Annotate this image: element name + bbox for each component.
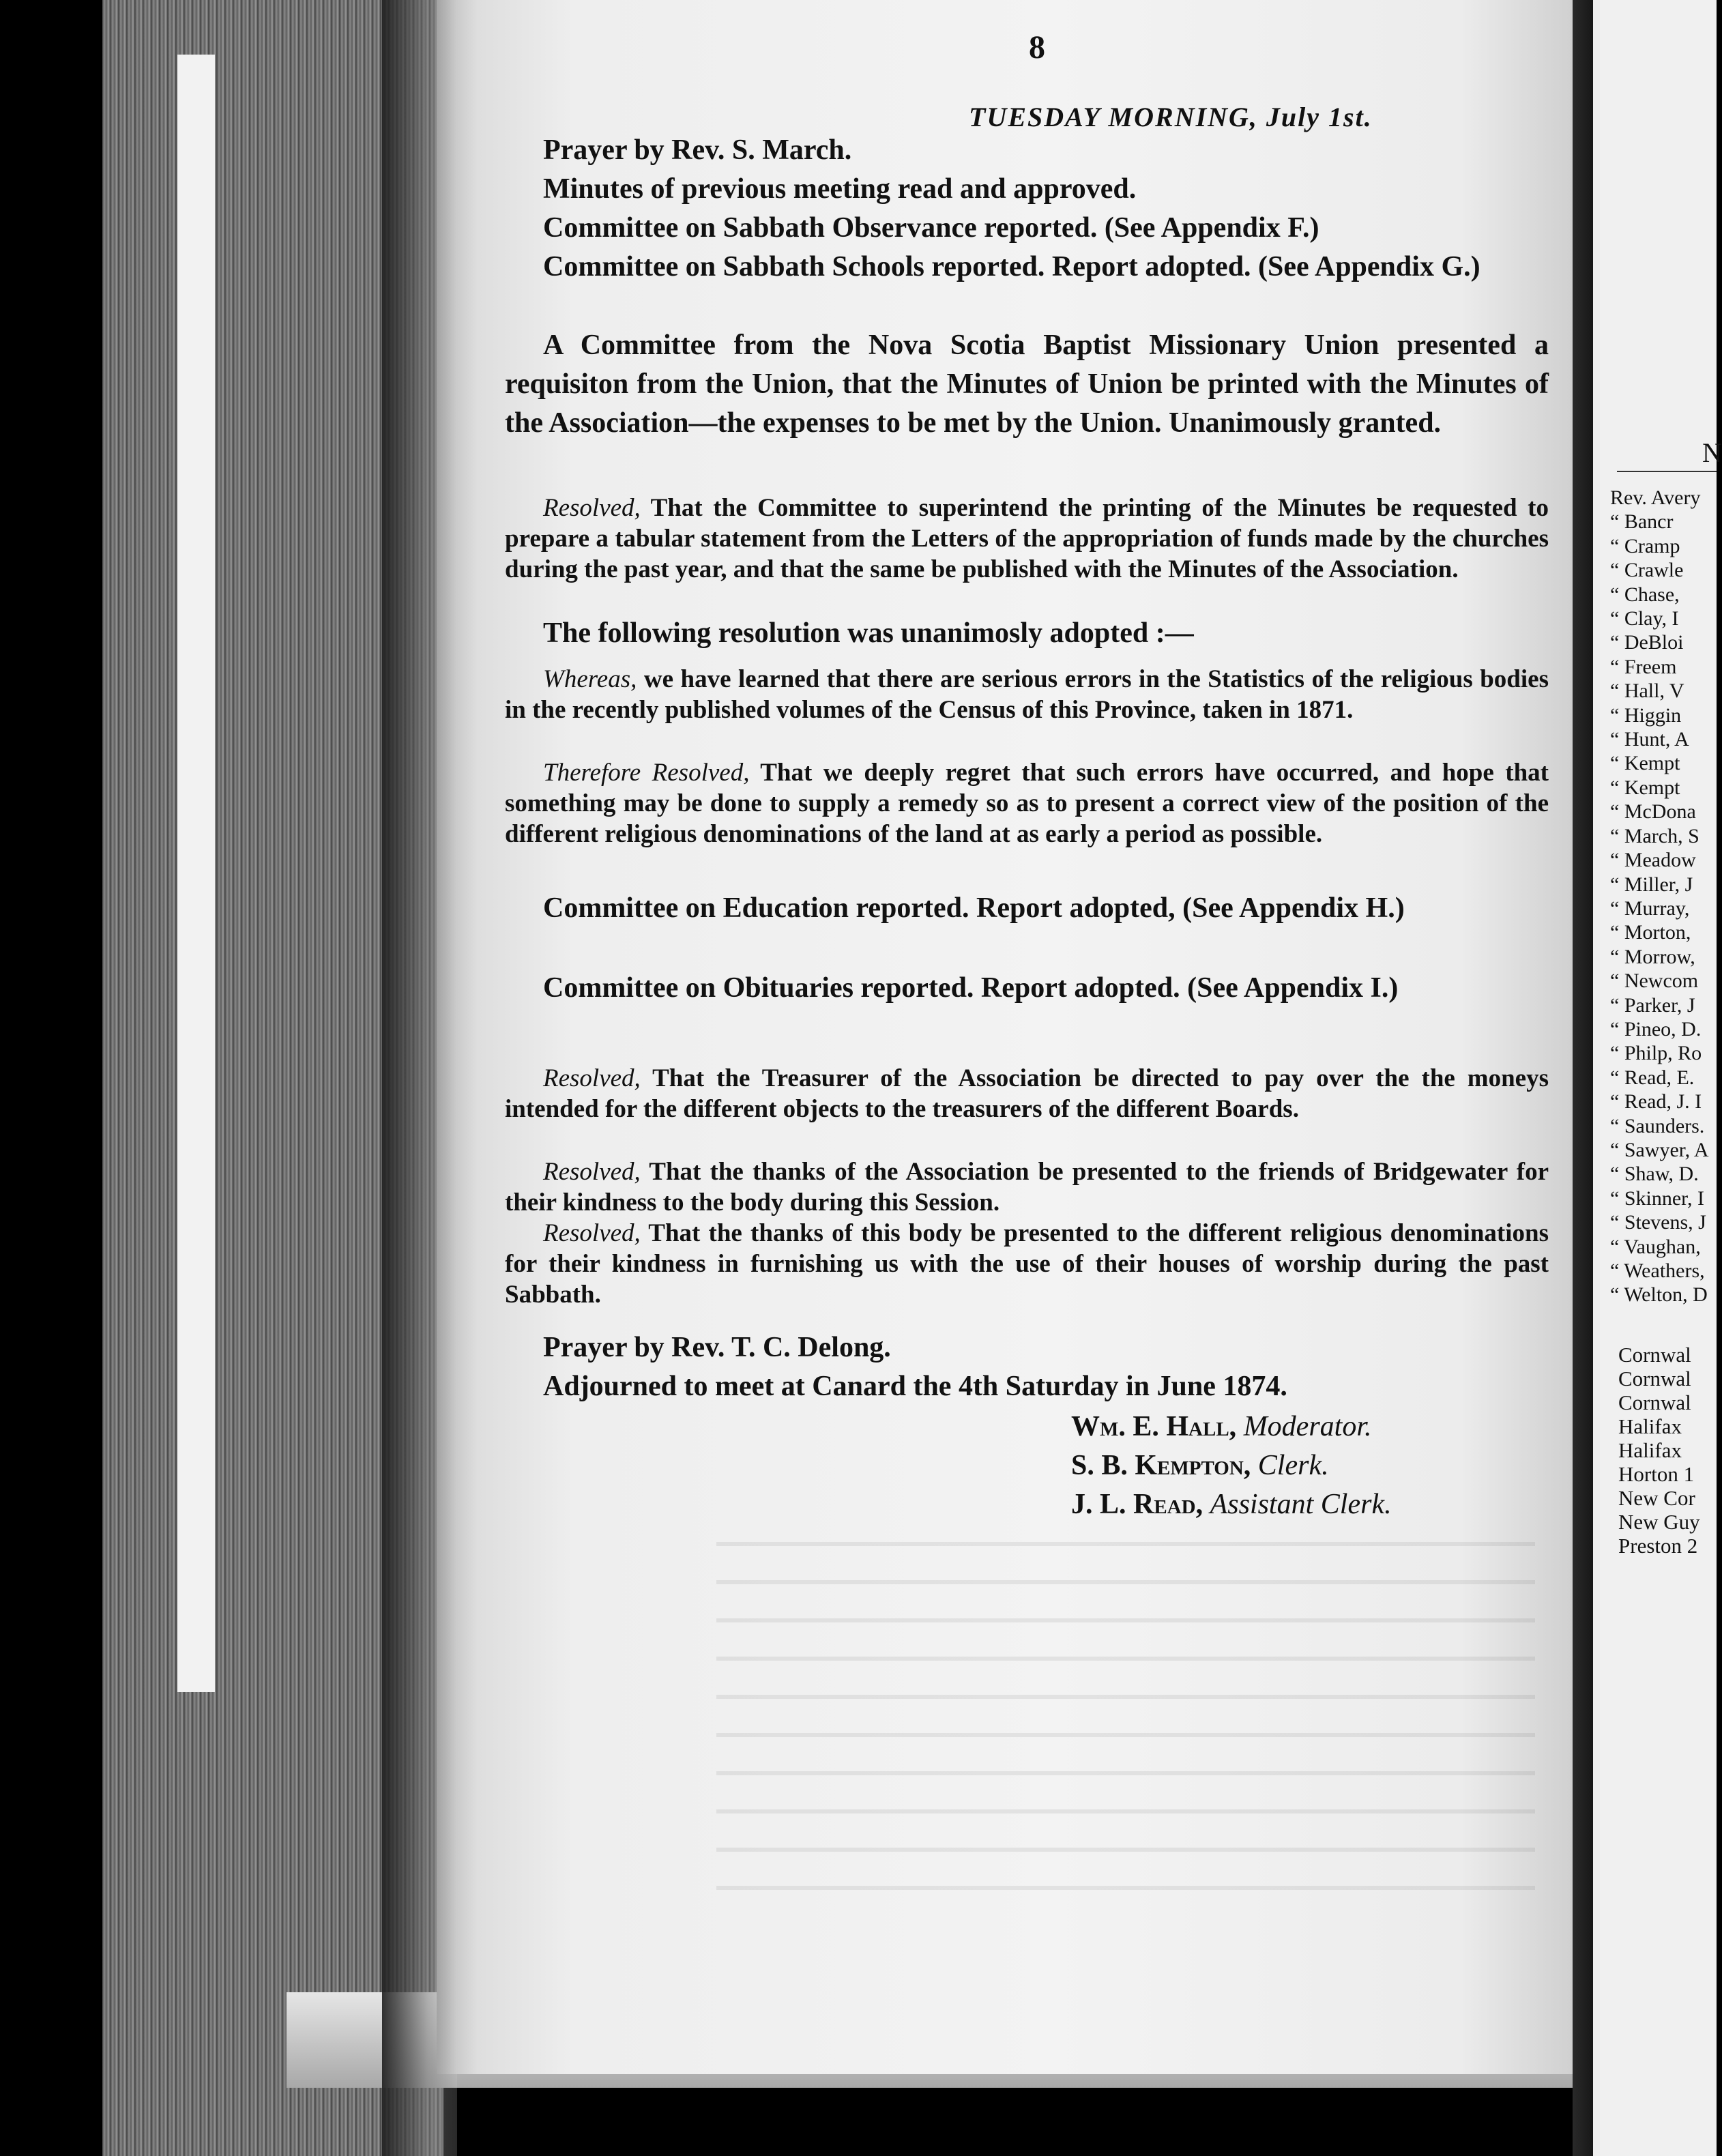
resolved-text: That the Committee to superintend the printing of the Minutes be requested to prepare a tabular statement from the Letters of the appropriation of funds made by the churches during the past year, and that the same be published with the Minutes of the Association. [505,494,1549,583]
signature-moderator [1071,1410,1372,1443]
therefore-lead: Therefore Resolved, [543,759,750,787]
list-item: “ Meadow [1610,849,1696,872]
list-item: New Guy [1618,1510,1700,1534]
list-item: “ Sawyer, A [1610,1138,1709,1161]
signature-name: Wm. E. Hall, [1071,1411,1237,1442]
signature-role: Clerk. [1257,1450,1329,1481]
list-item: “ Saunders. [1610,1114,1705,1137]
list-item: “ Higgin [1610,703,1682,727]
paragraph-resolved-thanks-denominations [505,1218,1549,1310]
list-item: “ Shaw, D. [1610,1163,1699,1186]
list-item: Cornwal [1618,1343,1691,1367]
paragraph-therefore-resolved [505,757,1549,849]
list-item: “ Crawle [1610,559,1684,582]
list-item: “ Welton, D [1610,1283,1708,1307]
whereas-lead: Whereas, [543,665,637,693]
list-item: “ Morton, [1610,921,1691,944]
paragraph-nova-scotia-committee: A Committee from the Nova Scotia Baptist Missionary Union presented a requisiton from the Union, that the Minutes of Union be printed with the Minutes of the Association—the expenses to be met by the Union. Unanimously granted. [505,330,1549,439]
list-item: “ Miller, J [1610,873,1693,896]
therefore-text: That we deeply regret that such errors have occurred, and hope that something may be done to supply a remedy so as to present a correct view of the position of the different religious denominations of the land at as early a period as possible. [505,759,1549,848]
list-item: “ Freem [1610,655,1677,678]
list-item: Cornwal [1618,1390,1691,1414]
list-item: “ Morrow, [1610,945,1695,968]
signature-assistant-clerk [1071,1488,1392,1521]
signature-name: S. B. Kempton, [1071,1450,1251,1481]
list-item: Halifax [1618,1438,1682,1462]
signature-role: Moderator. [1243,1411,1372,1442]
right-page-name-list [1610,486,1709,1307]
list-item: “ Read, J. I [1610,1090,1702,1113]
list-item: “ Read, E. [1610,1066,1695,1089]
list-item: “ Hall, V [1610,680,1684,703]
bleed-through-text [716,1542,1535,1924]
list-item: “ March, S [1610,824,1699,847]
list-item: “ Bancr [1610,510,1674,534]
page-edge-strip [177,55,215,1692]
paragraph-education-committee: Committee on Education reported. Report adopted, (See Appendix H.) [543,892,1405,924]
right-page-place-list [1618,1343,1700,1558]
treasurer-lead: Resolved, [543,1064,641,1092]
thanks2-lead: Resolved, [543,1219,641,1247]
list-item: Horton 1 [1618,1462,1695,1486]
paragraph-resolved-thanks-bridgewater [505,1156,1549,1218]
list-item: “ Clay, I [1610,607,1679,630]
list-item: “ McDona [1610,800,1696,824]
list-item: Preston 2 [1618,1534,1698,1558]
list-item: “ Newcom [1610,970,1699,993]
list-item: “ DeBloi [1610,631,1684,654]
list-item: “ Vaughan, [1610,1235,1701,1258]
signature-clerk [1071,1449,1329,1482]
list-item: “ Stevens, J [1610,1211,1706,1234]
list-item: “ Pineo, D. [1610,1017,1702,1040]
list-item: “ Chase, [1610,583,1680,606]
running-head: TUESDAY MORNING, July 1st. [969,102,1373,132]
paragraph-sabbath-schools: Committee on Sabbath Schools reported. Report adopted. (See Appendix G.) [543,251,1480,282]
list-item: “ Weathers, [1610,1259,1705,1282]
right-page-rule [1617,471,1717,472]
page-number: 8 [1029,29,1045,65]
thanks2-text: That the thanks of this body be presented to the different religious denominations for their kindness in furnishing us with the use of their houses of worship during the past Sabbath. [505,1219,1549,1309]
paragraph-following-resolution: The following resolution was unanimosly adopted :— [543,617,1194,649]
list-item: Halifax [1618,1414,1682,1438]
signature-role: Assistant Clerk. [1210,1489,1392,1520]
paragraph-prayer-march: Prayer by Rev. S. March. [543,134,852,166]
paragraph-minutes: Minutes of previous meeting read and approved. [543,173,1137,205]
treasurer-text: That the Treasurer of the Association be directed to pay over the the moneys intended for the different objects to the treasurers of the different Boards. [505,1064,1549,1123]
paragraph-adjourned: Adjourned to meet at Canard the 4th Saturday in June 1874. [543,1371,1287,1402]
paragraph-obituaries-committee: Committee on Obituaries reported. Report adopted. (See Appendix I.) [543,972,1399,1004]
paragraph-prayer-delong: Prayer by Rev. T. C. Delong. [543,1332,891,1363]
list-item: “ Cramp [1610,534,1680,557]
gutter-shadow [382,0,457,2156]
list-item: “ Hunt, A [1610,728,1689,751]
list-item: “ Kempt [1610,752,1680,775]
thanks1-lead: Resolved, [543,1158,641,1186]
list-item: “ Kempt [1610,776,1680,799]
list-item: “ Philp, Ro [1610,1042,1702,1065]
whereas-text: we have learned that there are serious errors in the Statistics of the religious bodies in the recently published volumes of the Census of this Province, taken in 1871. [505,665,1549,724]
list-item: “ Skinner, I [1610,1186,1704,1210]
list-item: “ Parker, J [1610,993,1695,1017]
paragraph-resolved-treasurer [505,1063,1549,1124]
signature-name: J. L. Read, [1071,1489,1203,1520]
list-item: Rev. Avery [1610,486,1701,509]
right-page-header-letter: N [1702,437,1722,468]
resolved-lead: Resolved, [543,494,641,522]
thanks1-text: That the thanks of the Association be presented to the friends of Bridgewater for their kindness to the body during this Session. [505,1158,1549,1217]
list-item: “ Murray, [1610,897,1690,920]
paragraph-resolved-tabular-statement [505,493,1549,585]
paragraph-sabbath-observance: Committee on Sabbath Observance reported. (See Appendix F.) [543,212,1319,244]
list-item: New Cor [1618,1486,1695,1510]
paragraph-whereas [505,664,1549,725]
list-item: Cornwal [1618,1367,1691,1390]
